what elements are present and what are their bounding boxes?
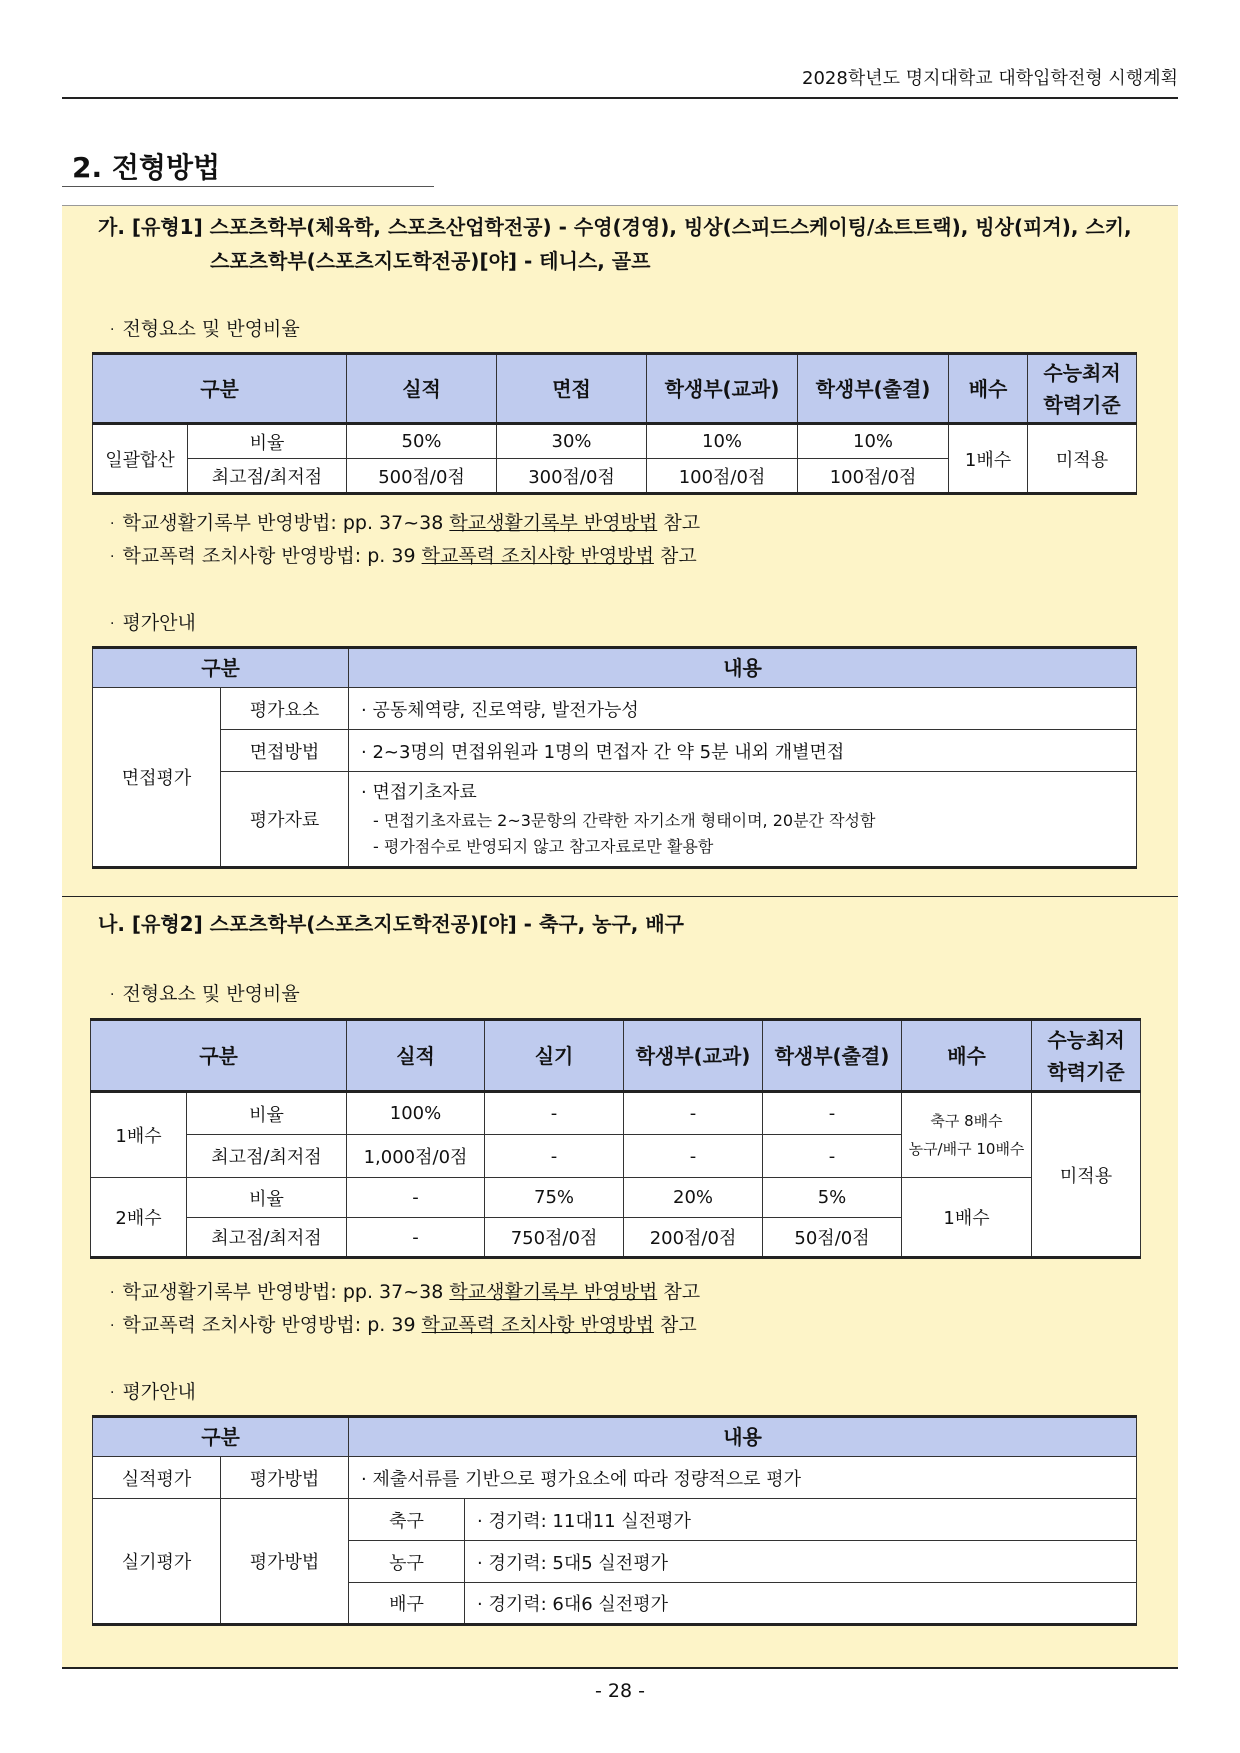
part-a-note-violence: · 학교폭력 조치사항 반영방법: p. 39 학교폭력 조치사항 반영방법 참고 (110, 545, 697, 567)
part-a-panel (62, 205, 1178, 898)
multiple-value: 1배수 (902, 1178, 1032, 1258)
table-row (91, 1178, 1141, 1218)
table-cell: - (347, 1218, 485, 1258)
header-interview: 면접 (497, 354, 647, 424)
row-label: 면접방법 (221, 730, 349, 772)
table-row (93, 772, 1137, 868)
school-violence-link[interactable]: 학교폭력 조치사항 반영방법 (421, 1314, 654, 1336)
multiple-value (902, 1092, 1032, 1178)
header-record: 실적 (347, 354, 497, 424)
table-cell: - (347, 1178, 485, 1218)
table-cell: 50점/0점 (763, 1218, 902, 1258)
table-cell: 5% (763, 1178, 902, 1218)
table-cell: 200점/0점 (624, 1218, 763, 1258)
note-text: 학교폭력 조치사항 반영방법: p. 39 (122, 1314, 416, 1336)
minimum-value: 미적용 (1028, 424, 1137, 494)
header-rule (62, 97, 1178, 99)
part-a-ratio-heading: · 전형요소 및 반영비율 (110, 318, 300, 340)
header-school-record-grades: 학생부(교과) (624, 1020, 763, 1092)
header-practical: 실기 (485, 1020, 624, 1092)
sport-content: · 경기력: 5대5 실전평가 (465, 1541, 1137, 1583)
school-record-link[interactable]: 학교생활기록부 반영방법 (449, 1281, 658, 1303)
header-content: 내용 (349, 648, 1137, 688)
header-category: 구분 (93, 354, 347, 424)
content-main: · 면접기초자료 (361, 782, 477, 803)
table-row (93, 688, 1137, 730)
minimum-value: 미적용 (1032, 1092, 1141, 1258)
row-content: · 제출서류를 기반으로 평가요소에 따라 정량적으로 평가 (349, 1457, 1137, 1499)
table-cell: 300점/0점 (497, 459, 647, 494)
header-school-record-attendance: 학생부(출결) (763, 1020, 902, 1092)
header-school-record-attendance: 학생부(출결) (798, 354, 949, 424)
table-cell: 500점/0점 (347, 459, 497, 494)
part-b-ratio-table (90, 1018, 1141, 1259)
note-suffix: 참고 (659, 1314, 697, 1336)
row-label: 평가방법 (221, 1499, 349, 1625)
note-suffix: 참고 (663, 1281, 701, 1303)
row-label: 평가자료 (221, 772, 349, 868)
table-row (93, 1499, 1137, 1541)
table-cell: 75% (485, 1178, 624, 1218)
section-underline (62, 186, 434, 187)
row-label: 비율 (188, 424, 347, 459)
note-text: 학교폭력 조치사항 반영방법: p. 39 (122, 545, 416, 567)
part-a-eval-table (92, 646, 1137, 869)
row-label: 평가요소 (221, 688, 349, 730)
sport-name: 축구 (349, 1499, 465, 1541)
table-cell: - (763, 1092, 902, 1135)
part-a-note-school-record: · 학교생활기록부 반영방법: pp. 37~38 학교생활기록부 반영방법 참고 (110, 512, 701, 534)
table-row (93, 1457, 1137, 1499)
school-record-link[interactable]: 학교생활기록부 반영방법 (449, 512, 658, 534)
table-cell: - (485, 1135, 624, 1178)
row-label: 최고점/최저점 (187, 1218, 347, 1258)
group-label: 일괄합산 (93, 424, 188, 494)
table-cell: 100점/0점 (647, 459, 798, 494)
header-category: 구분 (93, 1417, 349, 1457)
table-cell: - (624, 1135, 763, 1178)
header-category: 구분 (91, 1020, 347, 1092)
header-content: 내용 (349, 1417, 1137, 1457)
part-b-note-school-record: · 학교생활기록부 반영방법: pp. 37~38 학교생활기록부 반영방법 참고 (110, 1281, 701, 1303)
row-label: 평가방법 (221, 1457, 349, 1499)
table-cell: - (624, 1092, 763, 1135)
note-text: 학교생활기록부 반영방법: pp. 37~38 (122, 512, 444, 534)
group-label: 1배수 (91, 1092, 187, 1178)
row-label: 최고점/최저점 (187, 1135, 347, 1178)
part-b-eval-table (92, 1415, 1137, 1626)
table-cell: - (485, 1092, 624, 1135)
sport-content: · 경기력: 11대11 실전평가 (465, 1499, 1137, 1541)
sport-name: 배구 (349, 1583, 465, 1625)
table-cell: 30% (497, 424, 647, 459)
part-b-note-violence: · 학교폭력 조치사항 반영방법: p. 39 학교폭력 조치사항 반영방법 참고 (110, 1314, 697, 1336)
part-b-title: 나. [유형2] 스포츠학부(스포츠지도학전공)[야] - 축구, 농구, 배구 (98, 912, 684, 936)
header-category: 구분 (93, 648, 349, 688)
part-a-title-line2: 스포츠학부(스포츠지도학전공)[야] - 테니스, 골프 (210, 249, 651, 273)
group-label: 실적평가 (93, 1457, 221, 1499)
part-b-panel (62, 897, 1178, 1669)
part-b-ratio-heading: · 전형요소 및 반영비율 (110, 983, 300, 1005)
row-label: 비율 (187, 1092, 347, 1135)
section-title: 2. 전형방법 (72, 151, 221, 184)
content-sub: - 평가점수로 반영되지 않고 참고자료로만 활용함 (373, 837, 714, 856)
row-content (349, 772, 1137, 868)
multiple-value: 1배수 (949, 424, 1028, 494)
sport-name: 농구 (349, 1541, 465, 1583)
part-a-title-line1: 가. [유형1] 스포츠학부(체육학, 스포츠산업학전공) - 수영(경영), 빙상(스피드스케이팅/쇼트트랙), 빙상(피겨), 스키, (98, 215, 1132, 239)
document-header: 2028학년도 명지대학교 대학입학전형 시행계획 (802, 68, 1178, 89)
table-cell: 10% (798, 424, 949, 459)
note-suffix: 참고 (659, 545, 697, 567)
table-cell: 50% (347, 424, 497, 459)
row-label: 비율 (187, 1178, 347, 1218)
content-sub: - 면접기초자료는 2~3문항의 간략한 자기소개 형태이며, 20분간 작성함 (373, 811, 876, 830)
table-cell: 100% (347, 1092, 485, 1135)
header-multiple: 배수 (949, 354, 1028, 424)
part-b-eval-heading-text: 평가안내 (122, 1381, 196, 1403)
note-text: 학교생활기록부 반영방법: pp. 37~38 (122, 1281, 444, 1303)
note-suffix: 참고 (663, 512, 701, 534)
table-cell: 10% (647, 424, 798, 459)
table-cell: 1,000점/0점 (347, 1135, 485, 1178)
table-cell: 750점/0점 (485, 1218, 624, 1258)
part-a-ratio-table (92, 352, 1137, 495)
table-row (91, 1092, 1141, 1135)
header-record: 실적 (347, 1020, 485, 1092)
header-minimum-standard: 수능최저 학력기준 (1028, 354, 1137, 424)
header-multiple: 배수 (902, 1020, 1032, 1092)
table-row (93, 424, 1137, 459)
school-violence-link[interactable]: 학교폭력 조치사항 반영방법 (421, 545, 654, 567)
group-label: 실기평가 (93, 1499, 221, 1625)
group-label: 면접평가 (93, 688, 221, 868)
table-row (93, 730, 1137, 772)
table-cell: - (763, 1135, 902, 1178)
row-content: · 2~3명의 면접위원과 1명의 면접자 간 약 5분 내외 개별면접 (349, 730, 1137, 772)
table-cell: 100점/0점 (798, 459, 949, 494)
multiple-line: 축구 8배수 (930, 1112, 1003, 1130)
header-minimum-standard: 수능최저 학력기준 (1032, 1020, 1141, 1092)
part-b-ratio-heading-text: 전형요소 및 반영비율 (122, 983, 300, 1005)
sport-content: · 경기력: 6대6 실전평가 (465, 1583, 1137, 1625)
part-a-ratio-heading-text: 전형요소 및 반영비율 (122, 318, 300, 340)
part-b-eval-heading: · 평가안내 (110, 1381, 196, 1403)
row-label: 최고점/최저점 (188, 459, 347, 494)
part-a-eval-heading-text: 평가안내 (122, 612, 196, 634)
header-school-record-grades: 학생부(교과) (647, 354, 798, 424)
part-a-eval-heading: · 평가안내 (110, 612, 196, 634)
group-label: 2배수 (91, 1178, 187, 1258)
row-content: · 공동체역량, 진로역량, 발전가능성 (349, 688, 1137, 730)
table-cell: 20% (624, 1178, 763, 1218)
page-number: - 28 - (595, 1680, 645, 1702)
multiple-line: 농구/배구 10배수 (908, 1140, 1025, 1158)
